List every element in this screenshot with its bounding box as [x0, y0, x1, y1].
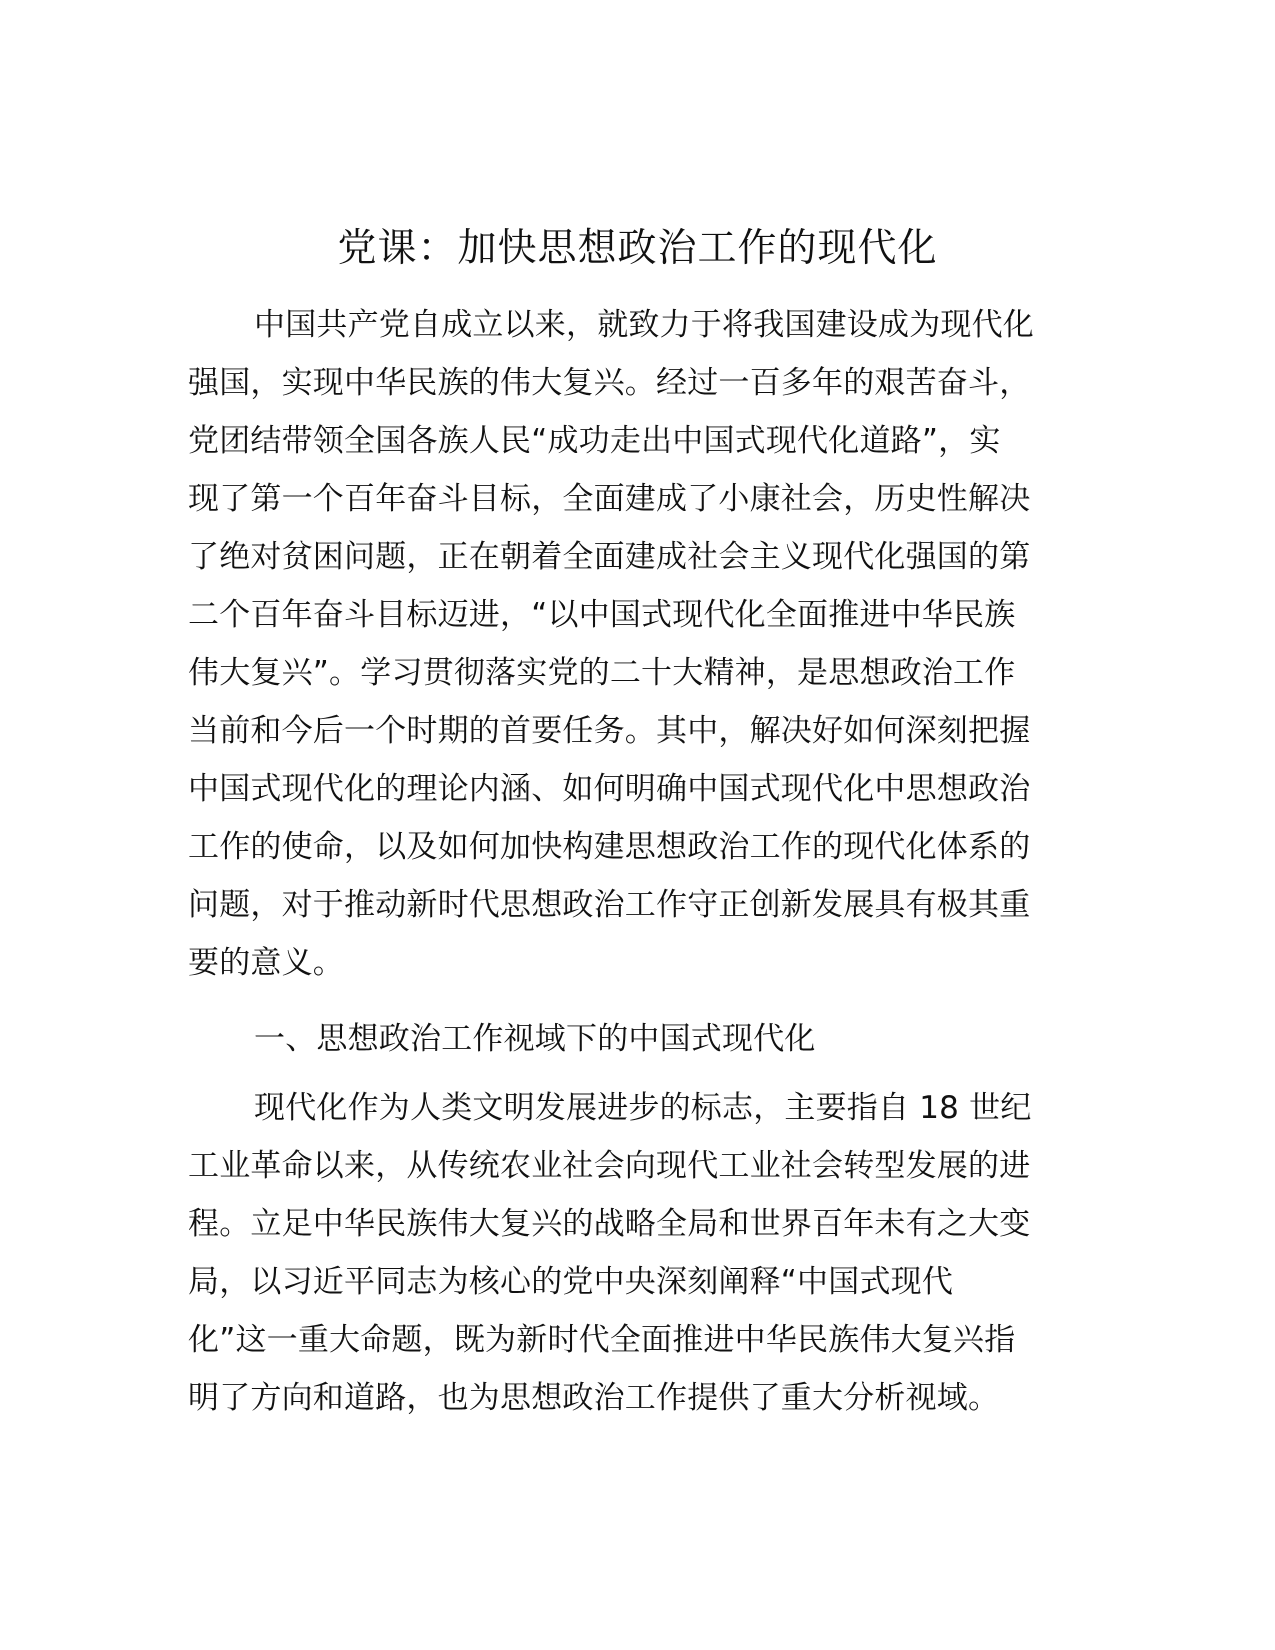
paragraph-line: 伟大复兴”。学习贯彻落实党的二十大精神，是思想政治工作 [188, 655, 1016, 691]
paragraph-line: 中国式现代化的理论内涵、如何明确中国式现代化中思想政治 [188, 771, 1031, 807]
paragraph-line: 现了第一个百年奋斗目标，全面建成了小康社会，历史性解决 [188, 481, 1031, 517]
document-title: 党课：加快思想政治工作的现代化 [337, 226, 938, 271]
paragraph-line: 程。立足中华民族伟大复兴的战略全局和世界百年未有之大变 [188, 1206, 1031, 1242]
paragraph-line: 局，以习近平同志为核心的党中央深刻阐释“中国式现代 [188, 1264, 954, 1300]
paragraph-line: 强国，实现中华民族的伟大复兴。经过一百多年的艰苦奋斗， [188, 365, 1031, 401]
paragraph-intro [188, 296, 1088, 992]
paragraph-line: 工业革命以来，从传统农业社会向现代工业社会转型发展的进 [188, 1148, 1031, 1184]
section-heading-text: 一、思想政治工作视域下的中国式现代化 [254, 1021, 816, 1057]
paragraph-line: 二个百年奋斗目标迈进，“以中国式现代化全面推进中华民族 [188, 597, 1016, 633]
paragraph-line: 明了方向和道路，也为思想政治工作提供了重大分析视域。 [188, 1380, 1000, 1416]
paragraph-line: 问题，对于推动新时代思想政治工作守正创新发展具有极其重 [188, 887, 1031, 923]
paragraph-line: 工作的使命，以及如何加快构建思想政治工作的现代化体系的 [188, 829, 1031, 865]
paragraph-line: 化”这一重大命题，既为新时代全面推进中华民族伟大复兴指 [188, 1322, 1016, 1358]
paragraph-line: 要的意义。 [188, 945, 344, 981]
paragraph-line: 中国共产党自成立以来，就致力于将我国建设成为现代化 [254, 307, 1034, 343]
section-heading [188, 1010, 1088, 1068]
paragraph-modernization [188, 1079, 1088, 1427]
paragraph-line: 现代化作为人类文明发展进步的标志，主要指自 18 世纪 [254, 1090, 1032, 1126]
paragraph-line: 当前和今后一个时期的首要任务。其中，解决好如何深刻把握 [188, 713, 1031, 749]
paragraph-line: 了绝对贫困问题，正在朝着全面建成社会主义现代化强国的第 [188, 539, 1031, 575]
paragraph-line: 党团结带领全国各族人民“成功走出中国式现代化道路”，实 [188, 423, 1001, 459]
